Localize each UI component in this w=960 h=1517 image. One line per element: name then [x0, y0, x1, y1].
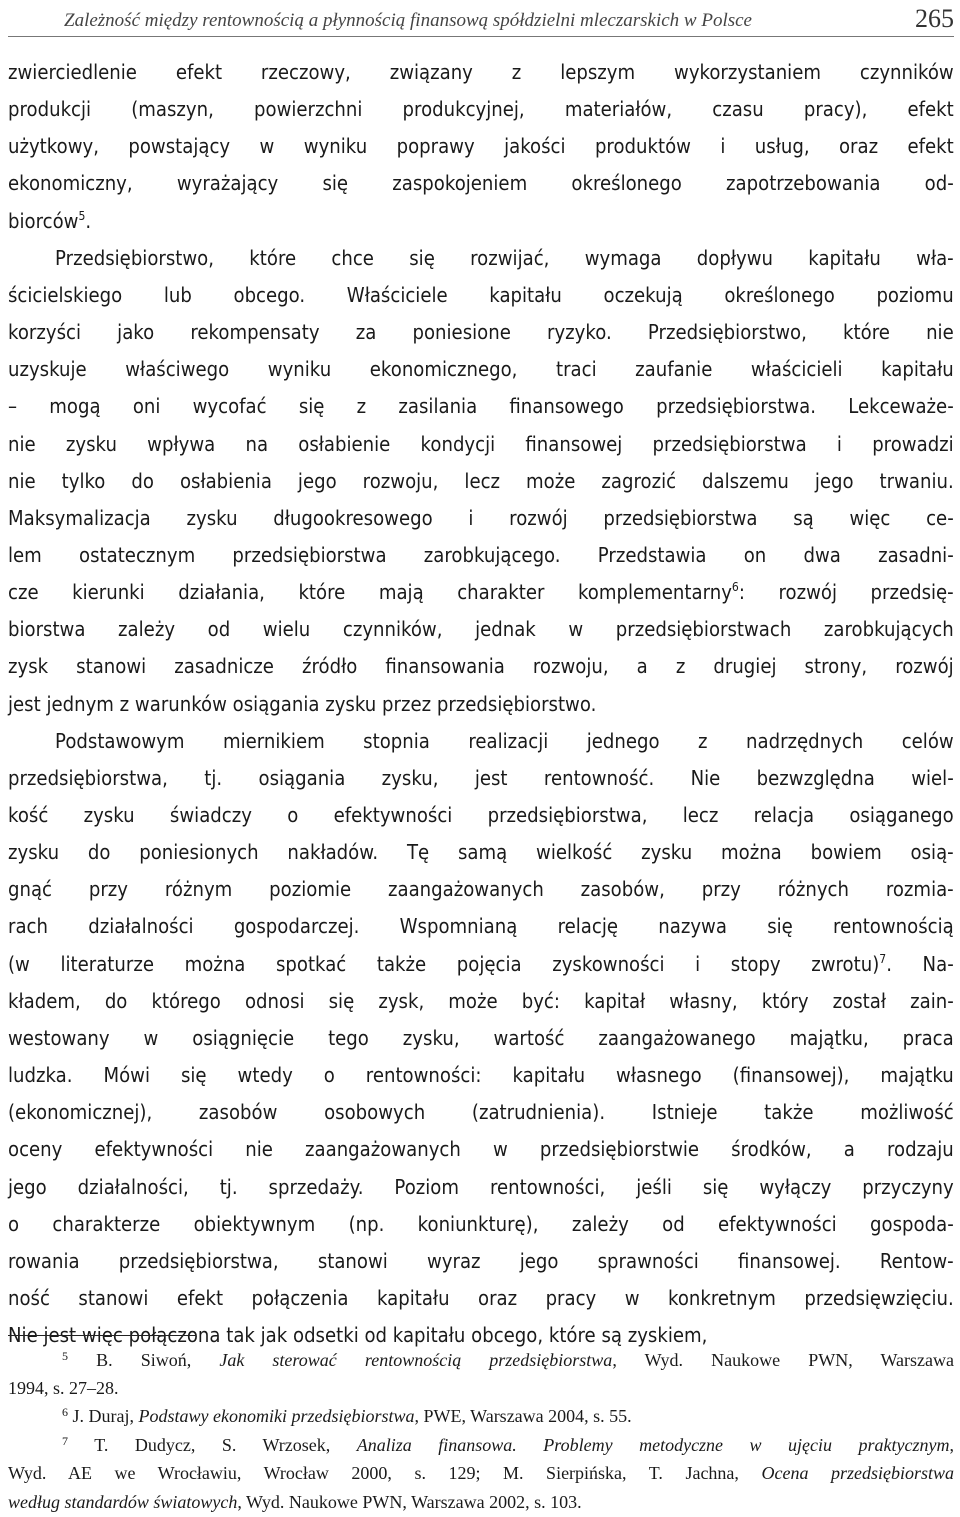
body-line-text	[8, 351, 954, 388]
page-number: 265	[915, 4, 954, 33]
citation-title: Jak sterować rentownością przedsiębiorstwa	[219, 1350, 613, 1370]
footnote-line	[8, 1490, 954, 1514]
footnote-line-text	[8, 1490, 954, 1514]
body-line-text	[8, 760, 954, 797]
body-line	[8, 1243, 954, 1280]
body-line-text	[8, 314, 954, 351]
body-line-text	[8, 1057, 954, 1094]
body-line	[8, 1280, 954, 1317]
body-text-run: (w literaturze można spotkać także pojęcia zyskowności i stopy zwrotu)	[8, 951, 880, 976]
body-line	[8, 388, 954, 425]
header-rule	[8, 36, 954, 37]
body-text-run: .	[85, 208, 92, 233]
body-line-text	[8, 871, 954, 908]
body-line-text	[8, 1094, 954, 1131]
body-text-run: ekonomiczny, wyrażający się zaspokojeniem określonego zapotrzebowania od-	[8, 171, 954, 196]
body-text-run: użytkowy, powstający w wyniku poprawy jakości produktów i usług, oraz efekt	[8, 134, 954, 159]
footnote-marker: 7	[62, 1434, 68, 1448]
body-text-run: Przedsiębiorstwo, które chce się rozwijać, wymaga dopływu kapitału wła-	[55, 245, 954, 270]
citation-title: Analiza finansowa. Problemy metodyczne w ujęciu praktycznym	[356, 1435, 950, 1455]
body-text-run: o charakterze obiektywnym (np. koniunkturę), zależy od efektywności gospoda-	[8, 1211, 954, 1236]
footnote-line-text	[8, 1433, 954, 1457]
body-text-run: Podstawowym miernikiem stopnia realizacji jednego z nadrzędnych celów	[55, 728, 954, 753]
body-line	[8, 648, 954, 685]
footnote-rule	[8, 1335, 196, 1336]
body-line	[8, 54, 954, 91]
body-line	[8, 1206, 954, 1243]
body-line	[8, 1169, 954, 1206]
footnote-reference[interactable]: 6	[731, 580, 739, 595]
body-line-text	[8, 946, 954, 983]
body-line	[8, 946, 954, 983]
body-line-text	[8, 463, 954, 500]
body-line-text	[8, 908, 954, 945]
citation-title: Podstawy ekonomiki przedsiębiorstwa	[138, 1406, 415, 1426]
body-line-text	[8, 1206, 954, 1243]
body-line-text	[8, 648, 954, 685]
body-text-run: kość zysku świadczy o efektywności przedsiębiorstwa, lecz relacja osiąganego	[8, 803, 954, 827]
footnote-line-text	[8, 1461, 954, 1485]
body-line-text	[8, 611, 954, 648]
body-line-text	[8, 574, 954, 611]
body-text-run: westowany w osiągnięcie tego zysku, wartość zaangażowanego majątku, praca	[8, 1025, 954, 1050]
body-line	[8, 91, 954, 128]
body-text-run: lem ostatecznym przedsiębiorstwa zarobkującego. Przedstawia on dwa zasadni-	[8, 543, 954, 567]
body-line	[8, 463, 954, 500]
citation-title: według standardów światowych	[8, 1492, 238, 1512]
body-line-text	[8, 686, 954, 723]
body-line	[8, 686, 864, 723]
body-text-run: jest jednym z warunków osiągania zysku przez przedsiębiorstwo.	[8, 691, 597, 716]
body-text-run: zysku do poniesionych nakładów. Tę samą wielkość zysku można bowiem osią-	[8, 840, 954, 865]
citation-text: J. Duraj,	[72, 1406, 139, 1426]
citation-text: B. Siwoń,	[96, 1350, 220, 1370]
body-line-text	[8, 1280, 954, 1317]
body-text-run: rach działalności gospodarczej. Wspomnianą relację nazywa się rentownością	[8, 914, 954, 939]
citation-text: , Wyd. Naukowe PWN, Warszawa	[612, 1350, 954, 1370]
footnote-line	[8, 1348, 954, 1372]
body-text-run: uzyskuje właściwego wyniku ekonomicznego, traci zaufanie właścicieli kapitału	[8, 357, 954, 382]
body-text-run: : rozwój przedsię-	[738, 580, 954, 605]
body-line	[8, 1020, 954, 1057]
body-text-run: biorstwa zależy od wielu czynników, jednak w przedsiębiorstwach zarobkujących	[8, 617, 954, 642]
body-line	[8, 611, 954, 648]
citation-text: 1994, s. 27–28.	[8, 1378, 119, 1398]
citation-text: ,	[949, 1435, 954, 1455]
body-text-run: gnąć przy różnym poziomie zaangażowanych zasobów, przy różnych rozmia-	[8, 877, 954, 902]
body-line-text	[8, 797, 954, 834]
footnote-line-text	[8, 1348, 954, 1372]
body-line-text	[8, 165, 954, 202]
footnote-line	[8, 1404, 954, 1428]
citation-text: , PWE, Warszawa 2004, s. 55.	[414, 1406, 632, 1426]
body-text-run: korzyści jako rekompensaty za poniesione ryzyko. Przedsiębiorstwo, które nie	[8, 320, 954, 345]
body-line	[8, 240, 954, 277]
body-line-text	[8, 1020, 954, 1057]
body-line-text	[8, 128, 954, 165]
body-line	[8, 277, 954, 314]
body-line-text	[8, 240, 954, 277]
body-line	[8, 834, 954, 871]
body-text-run: . Na-	[886, 951, 954, 976]
body-line-text	[8, 1169, 954, 1206]
body-text-run: jego działalności, tj. sprzedaży. Poziom rentowności, jeśli się wyłączy przyczyny	[8, 1174, 954, 1199]
body-line	[8, 537, 954, 574]
body-text-run: nie zysku wpływa na osłabienie kondycji finansowej przedsiębiorstwa i prowadzi	[8, 431, 954, 456]
body-line	[8, 574, 954, 611]
body-line	[8, 1057, 954, 1094]
body-line	[8, 1094, 954, 1131]
body-line	[8, 128, 954, 165]
body-line	[8, 500, 954, 537]
footnote-marker: 5	[62, 1349, 68, 1363]
body-line	[8, 314, 954, 351]
body-text-run: przedsiębiorstwa, tj. osiągania zysku, jest rentowność. Nie bezwzględna wiel-	[8, 765, 954, 790]
body-text-run: – mogą oni wycofać się z zasilania finansowego przedsiębiorstwa. Lekceważe-	[8, 394, 954, 419]
body-line-text	[8, 1131, 954, 1168]
body-line-text	[8, 723, 954, 760]
body-line-text	[8, 983, 954, 1020]
footnote-line	[8, 1376, 954, 1400]
footnote-line-text	[8, 1376, 954, 1400]
body-text-run: cze kierunki działania, które mają charakter komplementarny	[8, 580, 732, 605]
footnote-reference[interactable]: 7	[879, 951, 887, 966]
body-line	[8, 351, 954, 388]
body-line-text	[8, 54, 954, 91]
body-text-run: produkcji (maszyn, powierzchni produkcyjnej, materiałów, czasu pracy), efekt	[8, 97, 954, 122]
body-text-run: oceny efektywności nie zaangażowanych w przedsiębiorstwie środków, a rodzaju	[8, 1137, 954, 1162]
body-line	[8, 908, 954, 945]
body-text-run: Maksymalizacja zysku długookresowego i rozwój przedsiębiorstwa są więc ce-	[8, 505, 954, 530]
body-text-run: zwierciedlenie efekt rzeczowy, związany z lepszym wykorzystaniem czynników	[8, 60, 954, 84]
footnote-line-text	[8, 1404, 954, 1428]
footnote-marker: 6	[62, 1405, 68, 1419]
body-line	[8, 760, 954, 797]
running-title: Zależność między rentownością a płynnością finansową spółdzielni mleczarskich w Polsce	[64, 10, 752, 31]
body-text-run: nie tylko do osłabienia jego rozwoju, lecz może zagrozić dalszemu jego trwaniu.	[8, 468, 954, 493]
body-line	[8, 203, 864, 240]
citation-text: T. Dudycz, S. Wrzosek,	[94, 1435, 357, 1455]
body-line-text	[8, 834, 954, 871]
citation-text: , Wyd. Naukowe PWN, Warszawa 2002, s. 103.	[237, 1492, 582, 1512]
body-line	[8, 1131, 954, 1168]
body-line-text	[8, 91, 954, 128]
body-line-text	[8, 277, 954, 314]
body-line	[8, 165, 954, 202]
body-line-text	[8, 500, 954, 537]
citation-text: Wyd. AE we Wrocławiu, Wrocław 2000, s. 129; M. Sierpińska, T. Jachna,	[8, 1463, 762, 1483]
body-text-run: ludzka. Mówi się wtedy o rentowności: kapitału własnego (finansowej), majątku	[8, 1063, 954, 1087]
body-line	[8, 871, 954, 908]
body-line	[8, 983, 954, 1020]
body-line-text	[8, 537, 954, 574]
footnote-line	[8, 1433, 954, 1457]
body-text-run: Nie jest więc połączona tak jak odsetki od kapitału obcego, które są zyskiem,	[8, 1323, 708, 1348]
body-text-run: biorców	[8, 208, 79, 233]
body-text-run: ność stanowi efekt połączenia kapitału oraz pracy w konkretnym przedsięwzięciu.	[8, 1286, 954, 1310]
body-line	[8, 426, 954, 463]
body-line	[8, 723, 954, 760]
running-head	[8, 4, 954, 34]
body-text-run: kładem, do którego odnosi się zysk, może być: kapitał własny, który został zain-	[8, 988, 954, 1013]
body-text-run: zysk stanowi zasadnicze źródło finansowania rozwoju, a z drugiej strony, rozwój	[8, 654, 954, 679]
footnote-line	[8, 1461, 954, 1485]
body-line-text	[8, 1243, 954, 1280]
footnote-reference[interactable]: 5	[78, 208, 86, 223]
body-text-run: ścicielskiego lub obcego. Właściciele kapitału oczekują określonego poziomu	[8, 282, 954, 307]
body-line-text	[8, 426, 954, 463]
body-text-run: (ekonomicznej), zasobów osobowych (zatrudnienia). Istnieje także możliwość	[8, 1100, 954, 1125]
body-line-text	[8, 203, 954, 240]
body-line-text	[8, 388, 954, 425]
body-line	[8, 797, 954, 834]
citation-title: Ocena przedsiębiorstwa	[761, 1463, 954, 1483]
body-text-run: rowania przedsiębiorstwa, stanowi wyraz jego sprawności finansowej. Rentow-	[8, 1248, 954, 1273]
